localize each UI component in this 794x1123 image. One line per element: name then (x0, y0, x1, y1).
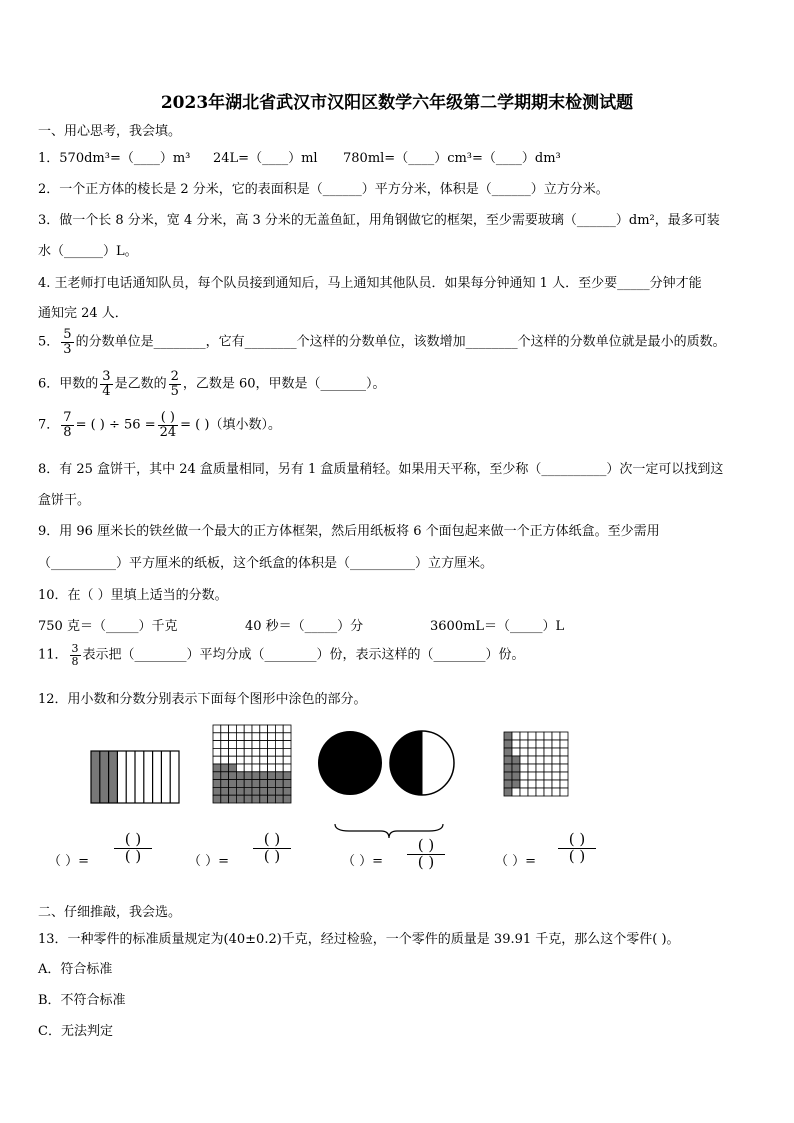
grid-cell (244, 764, 252, 772)
question-10-item-1: 750 克＝（_____）千克 (38, 619, 178, 634)
question-7 (38, 411, 281, 439)
grid-cell (221, 741, 229, 749)
grid-cell (213, 733, 221, 741)
grid-cell (236, 787, 244, 795)
grid-cell (528, 780, 536, 788)
grid-cell (252, 748, 260, 756)
grid-cell (221, 764, 229, 772)
question-8-line2: 盒饼干。 (38, 493, 91, 508)
grid-cell (544, 780, 552, 788)
grid-cell (229, 756, 237, 764)
grid-cell (560, 740, 568, 748)
answer-fraction-4[interactable]: $\frac{( )}{( )}$ (556, 832, 598, 865)
fraction-3-8: $\frac{3}{8}$ (71, 642, 79, 668)
grid-cell (244, 756, 252, 764)
grid-cell (252, 733, 260, 741)
answer-fraction-3[interactable]: $\frac{( )}{( )}$ (405, 838, 447, 871)
grid-cell (520, 772, 528, 780)
grid-cell (512, 764, 520, 772)
question-8-line1: 8．有 25 盒饼干，其中 24 盒质量相同，另有 1 盒质量稍轻。如果用天平称，至少称（__________）次一定可以找到这 (38, 462, 724, 477)
grid-cell (544, 732, 552, 740)
answer-blank-3[interactable]: （ ）= (342, 854, 384, 869)
grid-cell (229, 795, 237, 803)
grid-cell (244, 795, 252, 803)
grid-cell (236, 795, 244, 803)
grid-cell (221, 748, 229, 756)
figure-hundred-grid (212, 724, 292, 808)
question-11-number: 11． (38, 647, 68, 663)
grid-cell (268, 787, 276, 795)
grid-cell (213, 725, 221, 733)
grid-cell (260, 741, 268, 749)
question-7-number: 7． (38, 417, 60, 433)
grid-cell (283, 748, 291, 756)
figure-circles (317, 730, 459, 802)
question-10-item-2: 40 秒＝（_____）分 (245, 619, 364, 634)
grid-cell (552, 772, 560, 780)
grid-cell (560, 772, 568, 780)
grid-cell (275, 748, 283, 756)
figure-eight-grid (503, 731, 569, 801)
grid-cell (236, 780, 244, 788)
grid-cell (236, 772, 244, 780)
grid-cell (268, 741, 276, 749)
question-11-text: 表示把（________）平均分成（________）份，表示这样的（________）份。 (82, 647, 525, 663)
grid-cell (229, 772, 237, 780)
grid-cell (260, 733, 268, 741)
option-b[interactable]: B．不符合标准 (38, 993, 126, 1008)
answer-blank-1[interactable]: （ ）= (48, 854, 90, 869)
grid-cell (520, 748, 528, 756)
grid-cell (536, 772, 544, 780)
grid-cell (283, 756, 291, 764)
grid-cell (552, 740, 560, 748)
grid-cell (283, 787, 291, 795)
question-5-number: 5． (38, 334, 60, 350)
grid-cell (244, 725, 252, 733)
grid-cell (283, 733, 291, 741)
page-title: 2023年湖北省武汉市汉阳区数学六年级第二学期期末检测试题 (160, 93, 634, 113)
grid-cell (275, 741, 283, 749)
grid-cell (244, 780, 252, 788)
grid-cell (229, 780, 237, 788)
grid-cell (512, 788, 520, 796)
grid-cell (544, 748, 552, 756)
grid-cell (536, 788, 544, 796)
question-10-item-3: 3600mL＝（_____）L (430, 619, 565, 634)
grid-cell (544, 740, 552, 748)
question-6-text-c: ，乙数是 60，甲数是（_______）。 (182, 376, 386, 392)
grid-cell (552, 764, 560, 772)
fraction-3-4: $\frac{3}{4}$ (102, 369, 111, 399)
grid-cell (536, 764, 544, 772)
grid-cell (504, 732, 512, 740)
grid-cell (244, 772, 252, 780)
grid-cell (252, 772, 260, 780)
section-heading-2: 二、仔细推敲，我会选。 (38, 905, 182, 920)
grid-cell (552, 756, 560, 764)
grid-cell (504, 764, 512, 772)
question-2: 2．一个正方体的棱长是 2 分米，它的表面积是（______）平方分米，体积是（______）立方分米。 (38, 182, 609, 197)
question-11 (38, 643, 525, 667)
grid-cell (536, 756, 544, 764)
question-7-text-b: = ( ) ÷ 56 = (75, 417, 156, 433)
grid-cell (512, 780, 520, 788)
question-6-text-a: 6．甲数的 (38, 376, 99, 392)
grid-cell (283, 741, 291, 749)
grid-cell (520, 764, 528, 772)
grid-cell (275, 795, 283, 803)
grid-cell (229, 748, 237, 756)
grid-cell (229, 725, 237, 733)
question-12: 12．用小数和分数分别表示下面每个图形中涂色的部分。 (38, 692, 367, 707)
question-10: 10．在（ ）里填上适当的分数。 (38, 588, 228, 603)
grid-cell (252, 741, 260, 749)
grid-cell (536, 780, 544, 788)
grid-cell (268, 764, 276, 772)
fraction-blank-24: $\frac{( )}{24}$ (159, 410, 177, 440)
grid-cell (221, 733, 229, 741)
question-6 (38, 370, 386, 398)
grid-cell (275, 725, 283, 733)
question-6-text-b: 是乙数的 (114, 376, 167, 392)
grid-cell (504, 748, 512, 756)
grid-cell (504, 740, 512, 748)
question-3-line2: 水（______）L。 (38, 244, 138, 259)
grid-cell (229, 764, 237, 772)
grid-cell (213, 780, 221, 788)
grid-cell (275, 733, 283, 741)
grid-cell (520, 780, 528, 788)
grid-cell (260, 787, 268, 795)
grid-cell (504, 772, 512, 780)
grid-cell (221, 795, 229, 803)
question-1a: 1．570dm³=（____）m³ (38, 151, 191, 166)
option-c[interactable]: C．无法判定 (38, 1024, 113, 1039)
fraction-5-3: $\frac{5}{3}$ (63, 327, 72, 357)
grid-cell (244, 733, 252, 741)
question-4-line2: 通知完 24 人． (38, 306, 128, 321)
grid-cell (512, 740, 520, 748)
grid-cell (213, 748, 221, 756)
grid-cell (283, 795, 291, 803)
grid-cell (560, 756, 568, 764)
grid-cell (275, 772, 283, 780)
grid-cell (520, 788, 528, 796)
grid-cell (221, 756, 229, 764)
grid-cell (244, 748, 252, 756)
grid-cell (552, 788, 560, 796)
grid-cell (252, 795, 260, 803)
question-9-line1: 9．用 96 厘米长的铁丝做一个最大的正方体框架，然后用纸板将 6 个面包起来做一个正方体纸盒。至少需用 (38, 524, 660, 539)
option-a[interactable]: A．符合标准 (38, 962, 113, 977)
grid-cell (260, 756, 268, 764)
grid-cell (236, 733, 244, 741)
grid-cell (213, 787, 221, 795)
grid-cell (260, 795, 268, 803)
answer-fraction-1[interactable]: $\frac{( )}{( )}$ (112, 832, 154, 865)
grid-cell (512, 772, 520, 780)
question-3-line1: 3．做一个长 8 分米，宽 4 分米，高 3 分米的无盖鱼缸，用角钢做它的框架，至少需要玻璃（______）dm²，最多可装 (38, 213, 720, 228)
question-13: 13．一种零件的标准质量规定为(40±0.2)千克，经过检验，一个零件的质量是 39.91 千克，那么这个零件( )。 (38, 932, 680, 947)
grid-cell (544, 764, 552, 772)
grid-cell (275, 756, 283, 764)
grid-cell (552, 780, 560, 788)
grid-cell (528, 764, 536, 772)
grid-cell (275, 787, 283, 795)
grid-cell (552, 732, 560, 740)
grid-cell (252, 725, 260, 733)
fraction-2-5: $\frac{2}{5}$ (170, 369, 179, 399)
grid-cell (260, 772, 268, 780)
grid-cell (213, 756, 221, 764)
grid-cell (229, 787, 237, 795)
grid-cell (260, 725, 268, 733)
grid-cell (268, 795, 276, 803)
grid-cell (512, 748, 520, 756)
grid-cell (504, 780, 512, 788)
question-7-text-c: = ( )（填小数）。 (180, 417, 281, 433)
grid-cell (536, 732, 544, 740)
answer-blank-2[interactable]: （ ）= (188, 854, 230, 869)
question-9-line2: （__________）平方厘米的纸板，这个纸盒的体积是（__________）立方厘米。 (38, 556, 494, 571)
grid-cell (260, 780, 268, 788)
grid-cell (283, 764, 291, 772)
grid-cell (221, 787, 229, 795)
grid-cell (520, 732, 528, 740)
grid-cell (520, 740, 528, 748)
grid-cell (560, 764, 568, 772)
grid-cell (236, 756, 244, 764)
grid-cell (528, 732, 536, 740)
grid-cell (283, 772, 291, 780)
grid-cell (252, 787, 260, 795)
grid-cell (268, 780, 276, 788)
grid-cell (528, 772, 536, 780)
grid-cell (229, 741, 237, 749)
grid-cell (213, 764, 221, 772)
grid-cell (544, 756, 552, 764)
grid-cell (221, 725, 229, 733)
grid-cell (268, 725, 276, 733)
grid-cell (504, 788, 512, 796)
section-heading-1: 一、用心思考，我会填。 (38, 124, 182, 139)
grid-cell (236, 741, 244, 749)
figure-strips (90, 750, 180, 808)
grid-cell (536, 740, 544, 748)
grid-cell (283, 780, 291, 788)
grid-cell (213, 772, 221, 780)
grid-cell (252, 780, 260, 788)
grid-cell (221, 780, 229, 788)
answer-blank-4[interactable]: （ ）= (495, 854, 537, 869)
grid-cell (221, 772, 229, 780)
grid-cell (544, 788, 552, 796)
grid-cell (512, 756, 520, 764)
grid-cell (236, 725, 244, 733)
grid-cell (544, 772, 552, 780)
grid-cell (213, 795, 221, 803)
grid-cell (283, 725, 291, 733)
fraction-7-8: $\frac{7}{8}$ (63, 410, 72, 440)
grid-cell (512, 732, 520, 740)
grid-cell (260, 764, 268, 772)
grid-cell (268, 756, 276, 764)
grid-cell (236, 764, 244, 772)
question-5-text: 的分数单位是________，它有________个这样的分数单位，该数增加________个这样的分数单位就是最小的质数。 (75, 334, 726, 350)
grid-cell (560, 732, 568, 740)
grid-cell (268, 748, 276, 756)
grid-cell (268, 772, 276, 780)
grid-cell (213, 741, 221, 749)
grid-cell (229, 733, 237, 741)
grid-cell (275, 780, 283, 788)
grid-cell (244, 787, 252, 795)
grid-cell (560, 780, 568, 788)
grid-cell (275, 764, 283, 772)
grid-cell (560, 788, 568, 796)
question-1b: 24L=（____）ml (213, 151, 318, 166)
grid-cell (560, 748, 568, 756)
grid-cell (244, 741, 252, 749)
grid-cell (252, 756, 260, 764)
question-5 (38, 328, 726, 356)
grid-cell (236, 748, 244, 756)
grid-cell (536, 748, 544, 756)
grid-cell (252, 764, 260, 772)
grid-cell (528, 748, 536, 756)
grid-cell (528, 788, 536, 796)
grid-cell (260, 748, 268, 756)
grid-cell (268, 733, 276, 741)
grid-cell (528, 740, 536, 748)
grid-cell (504, 756, 512, 764)
answer-fraction-2[interactable]: $\frac{( )}{( )}$ (251, 832, 293, 865)
grid-cell (552, 748, 560, 756)
question-1c: 780ml=（____）cm³=（____）dm³ (343, 151, 561, 166)
question-4-line1: 4. 王老师打电话通知队员，每个队员接到通知后，马上通知其他队员．如果每分钟通知 1 人．至少要_____分钟才能 (38, 276, 702, 291)
grid-cell (528, 756, 536, 764)
grid-cell (520, 756, 528, 764)
